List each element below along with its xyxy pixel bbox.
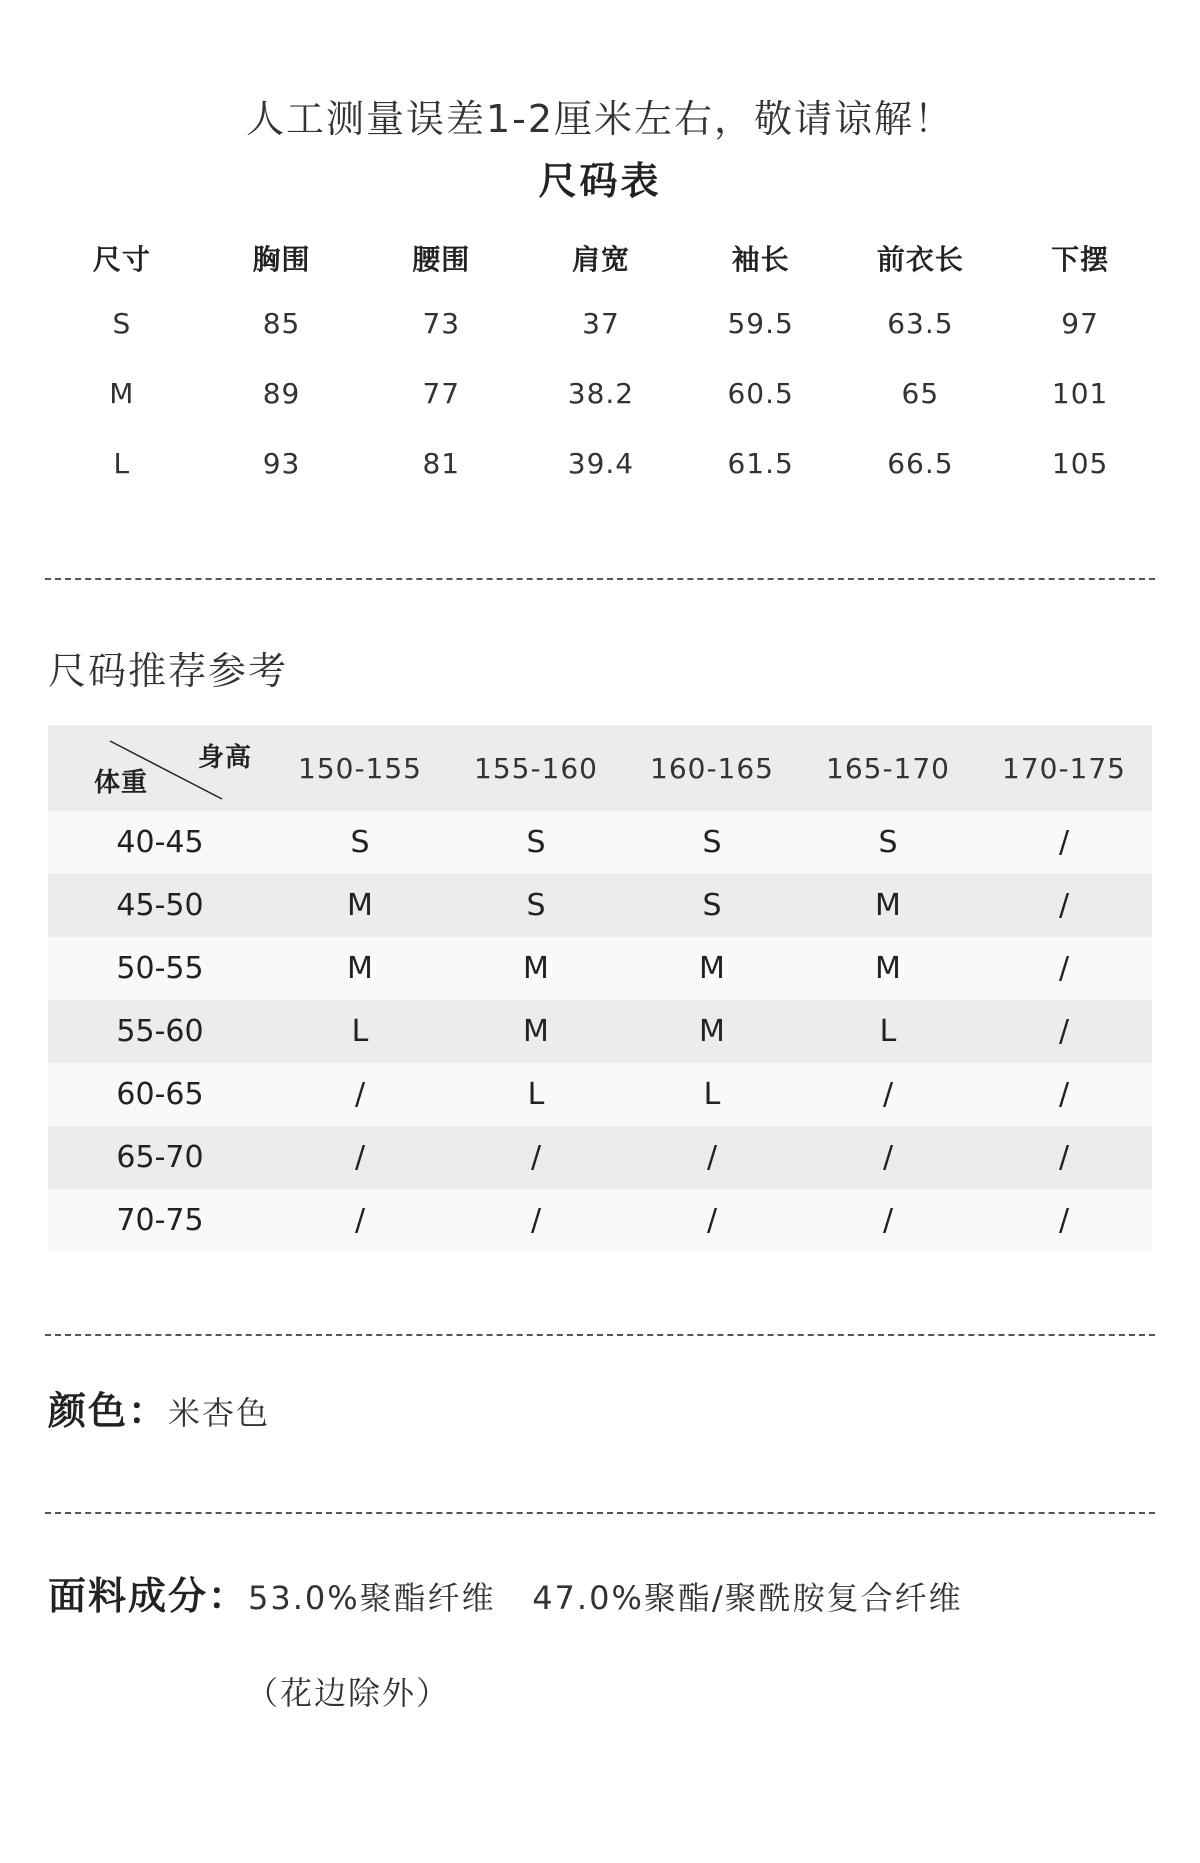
recommend-size-cell: / bbox=[1058, 1140, 1070, 1175]
size-cell: 65 bbox=[901, 376, 940, 410]
notice-text: 人工测量误差1-2厘米左右，敬请谅解！ bbox=[245, 97, 955, 141]
weight-cell: 65-70 bbox=[116, 1140, 204, 1175]
recommend-row bbox=[48, 1126, 1152, 1189]
recommend-size-cell: / bbox=[882, 1203, 894, 1238]
recommend-size-cell: / bbox=[1058, 888, 1070, 923]
weight-cell: 55-60 bbox=[116, 1014, 204, 1049]
recommend-size-cell: M bbox=[699, 951, 725, 986]
recommend-size-cell: L bbox=[351, 1014, 369, 1049]
height-header-cell: 160-165 bbox=[650, 751, 774, 785]
section-divider bbox=[45, 578, 1155, 580]
recommend-size-cell: L bbox=[527, 1077, 545, 1112]
size-cell: 60.5 bbox=[727, 376, 794, 410]
recommend-size-cell: / bbox=[530, 1140, 542, 1175]
fabric-value: 53.0%聚酯纤维 47.0%聚酯/聚酰胺复合纤维 bbox=[248, 1579, 963, 1617]
size-cell: 39.4 bbox=[567, 446, 635, 480]
weight-cell: 70-75 bbox=[116, 1203, 204, 1238]
recommend-size-cell: / bbox=[354, 1140, 366, 1175]
size-cell: 63.5 bbox=[887, 306, 954, 340]
recommend-size-cell: / bbox=[1058, 1077, 1070, 1112]
recommend-size-cell: / bbox=[1058, 825, 1070, 860]
size-cell: 105 bbox=[1051, 446, 1109, 480]
recommend-size-cell: S bbox=[526, 825, 546, 860]
size-cell: 73 bbox=[422, 306, 461, 340]
size-cell: 101 bbox=[1051, 376, 1109, 410]
recommend-size-cell: / bbox=[882, 1140, 894, 1175]
recommend-size-cell: / bbox=[354, 1077, 366, 1112]
recommend-row bbox=[48, 874, 1152, 937]
recommend-size-cell: / bbox=[354, 1203, 366, 1238]
weight-axis-label: 体重 bbox=[94, 768, 149, 798]
size-table bbox=[42, 228, 1160, 498]
size-cell: 38.2 bbox=[567, 376, 635, 410]
recommend-size-cell: L bbox=[879, 1014, 897, 1049]
weight-cell: 40-45 bbox=[116, 825, 204, 860]
weight-cell: 60-65 bbox=[116, 1077, 204, 1112]
size-cell: 89 bbox=[262, 376, 301, 410]
recommend-header-row bbox=[48, 725, 1152, 811]
recommend-table bbox=[48, 725, 1152, 1252]
size-cell: S bbox=[112, 306, 132, 340]
recommend-size-cell: M bbox=[347, 888, 373, 923]
recommend-size-cell: S bbox=[526, 888, 546, 923]
size-cell: 66.5 bbox=[887, 446, 954, 480]
size-chart-title: 尺码表 bbox=[538, 159, 662, 203]
recommend-size-cell: / bbox=[530, 1203, 542, 1238]
size-cell: M bbox=[109, 376, 135, 410]
size-header-cell: 尺寸 bbox=[92, 243, 151, 276]
weight-cell: 50-55 bbox=[116, 951, 204, 986]
corner-header-cell bbox=[48, 725, 272, 811]
weight-cell: 45-50 bbox=[116, 888, 204, 923]
fabric-note: （花边除外） bbox=[246, 1674, 451, 1712]
recommend-row bbox=[48, 1063, 1152, 1126]
recommend-size-cell: M bbox=[523, 951, 549, 986]
size-header-cell: 袖长 bbox=[731, 243, 790, 276]
recommend-size-cell: S bbox=[350, 825, 370, 860]
recommend-size-cell: / bbox=[1058, 1203, 1070, 1238]
recommend-size-cell: M bbox=[699, 1014, 725, 1049]
recommend-size-cell: / bbox=[706, 1140, 718, 1175]
size-table-row bbox=[42, 358, 1160, 428]
section-divider bbox=[45, 1512, 1155, 1514]
height-header-cell: 150-155 bbox=[298, 751, 422, 785]
size-cell: 85 bbox=[262, 306, 301, 340]
size-header-cell: 胸围 bbox=[252, 243, 311, 276]
recommend-title: 尺码推荐参考 bbox=[48, 649, 289, 693]
size-header-cell: 肩宽 bbox=[571, 243, 630, 276]
recommend-size-cell: / bbox=[1058, 951, 1070, 986]
recommend-row bbox=[48, 937, 1152, 1000]
recommend-size-cell: M bbox=[875, 951, 901, 986]
height-header-cell: 155-160 bbox=[474, 751, 598, 785]
color-row bbox=[48, 1380, 270, 1435]
size-cell: 59.5 bbox=[727, 306, 794, 340]
size-table-row bbox=[42, 428, 1160, 498]
color-value: 米杏色 bbox=[168, 1394, 271, 1432]
recommend-size-cell: L bbox=[703, 1077, 721, 1112]
recommend-row bbox=[48, 1000, 1152, 1063]
height-header-cell: 170-175 bbox=[1002, 751, 1126, 785]
size-table-row bbox=[42, 288, 1160, 358]
recommend-size-cell: M bbox=[523, 1014, 549, 1049]
recommend-row bbox=[48, 1189, 1152, 1252]
recommend-size-cell: S bbox=[878, 825, 898, 860]
recommend-size-cell: / bbox=[1058, 1014, 1070, 1049]
recommend-row bbox=[48, 811, 1152, 874]
size-cell: 77 bbox=[422, 376, 461, 410]
fabric-row bbox=[48, 1565, 963, 1620]
height-header-cell: 165-170 bbox=[826, 751, 950, 785]
size-table-header-row bbox=[42, 228, 1160, 288]
recommend-size-cell: S bbox=[702, 888, 722, 923]
size-header-cell: 下摆 bbox=[1051, 243, 1110, 276]
size-cell: 97 bbox=[1061, 306, 1099, 340]
recommend-size-cell: S bbox=[702, 825, 722, 860]
fabric-label: 面料成分： bbox=[48, 1574, 249, 1618]
section-divider bbox=[45, 1334, 1155, 1336]
size-cell: 81 bbox=[422, 446, 461, 480]
size-cell: 93 bbox=[262, 446, 301, 480]
recommend-size-cell: / bbox=[706, 1203, 718, 1238]
recommend-size-cell: M bbox=[347, 951, 373, 986]
recommend-size-cell: / bbox=[882, 1077, 894, 1112]
recommend-size-cell: M bbox=[875, 888, 901, 923]
size-header-cell: 腰围 bbox=[412, 243, 471, 276]
size-cell: 37 bbox=[582, 306, 620, 340]
size-cell: 61.5 bbox=[727, 446, 794, 480]
color-label: 颜色： bbox=[48, 1389, 169, 1433]
size-header-cell: 前衣长 bbox=[876, 243, 964, 276]
height-axis-label: 身高 bbox=[197, 743, 252, 773]
size-cell: L bbox=[113, 446, 131, 480]
